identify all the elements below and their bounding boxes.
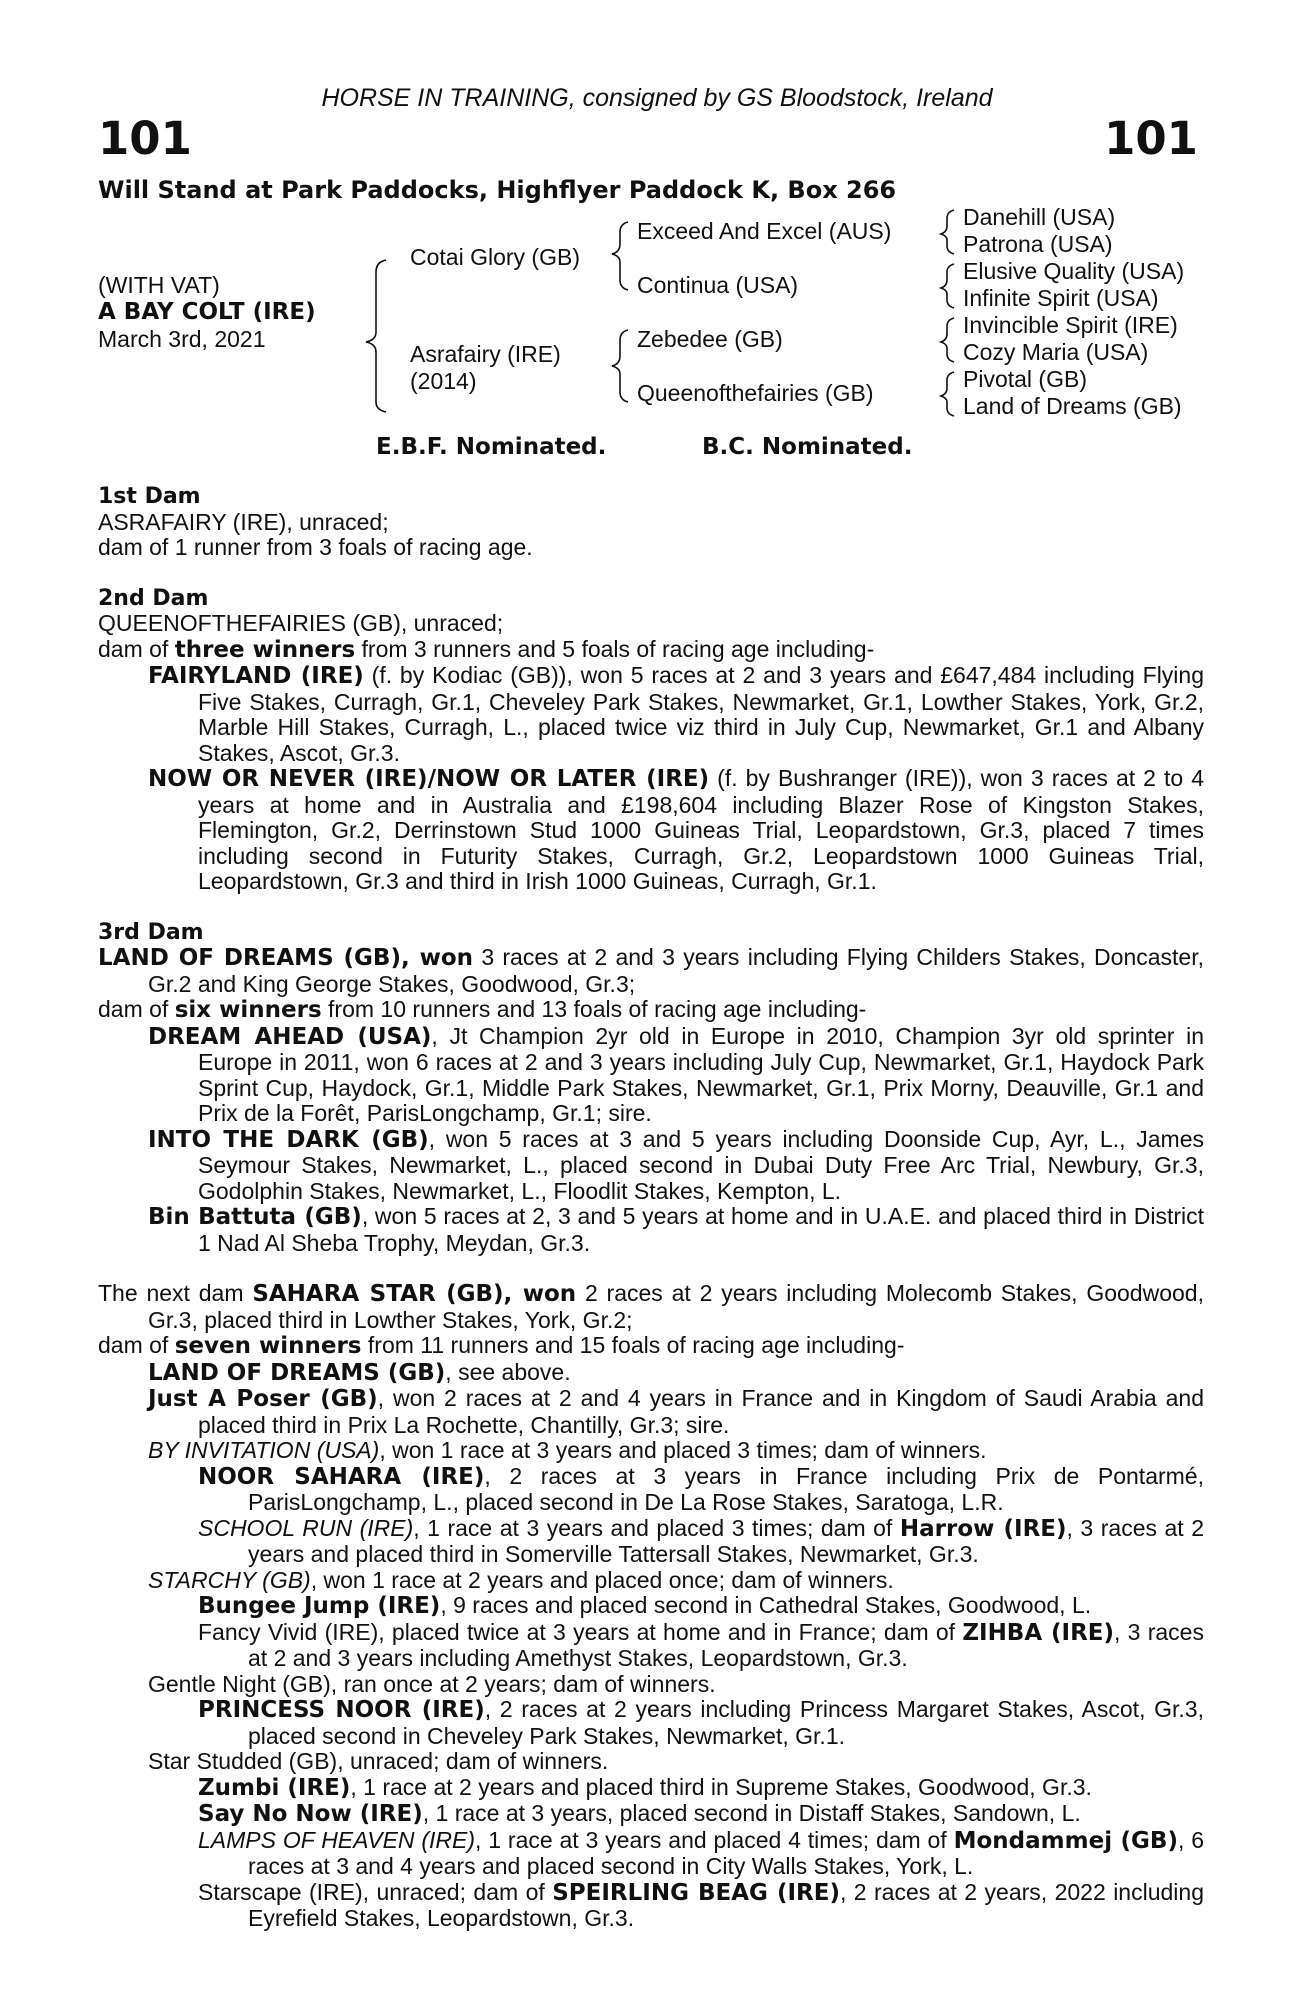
sire: Cotai Glory (GB) [410,244,580,270]
foaling-date: March 3rd, 2021 [98,326,266,352]
produce-princess-noor: PRINCESS NOOR (IRE), 2 races at 2 years including Princess Margaret Stakes, Ascot, Gr.3, placed second in Cheveley Park Stakes, Newmarket, Gr.1. [198,1696,1204,1749]
third-dam-title: 3rd Dam [98,919,204,945]
catalogue-body [98,484,1204,1932]
produce-bin-battuta: Bin Battuta (GB), won 5 races at 2, 3 and 5 years at home and in U.A.E. and placed third in District 1 Nad Al Sheba Trophy, Meydan, Gr.3. [148,1203,1204,1256]
produce-bungee-jump: Bungee Jump (IRE), 9 races and placed second in Cathedral Stakes, Goodwood, L. [198,1592,1092,1619]
second-dam-title: 2nd Dam [98,585,209,611]
ancestor-6: Cozy Maria (USA) [963,339,1149,365]
consignor-header: HORSE IN TRAINING, consigned by GS Bloodstock, Ireland [321,84,993,112]
ancestor-8: Land of Dreams (GB) [963,393,1182,419]
vat-label: (WITH VAT) [98,272,220,298]
produce-lamps-of-heaven: LAMPS OF HEAVEN (IRE), 1 race at 3 years and placed 4 times; dam of Mondammej (GB), 6 races at 3 and 4 years and placed second in City Walls Stakes, York, L. [198,1826,1205,1879]
produce-just-a-poser: Just A Poser (GB), won 2 races at 2 and 4 years in France and in Kingdom of Saudi Arabia and placed third in Prix La Rochette, Chantilly, Gr.3; sire. [148,1385,1204,1438]
produce-starchy: STARCHY (GB), won 1 race at 2 years and placed once; dam of winners. [148,1566,894,1593]
ancestor-7: Pivotal (GB) [963,366,1087,392]
first-dam-line-1: ASRAFAIRY (IRE), unraced; [98,508,389,535]
produce-star-studded: Star Studded (GB), unraced; dam of winners. [148,1748,609,1774]
produce-fancy-vivid: Fancy Vivid (IRE), placed twice at 3 years at home and in France; dam of ZIHBA (IRE), 3 races at 2 and 3 years including Amethyst Stakes, Leopardstown, Gr.3. [198,1618,1204,1671]
produce-gentle-night: Gentle Night (GB), ran once at 2 years; dam of winners. [148,1670,716,1697]
ancestor-4: Infinite Spirit (USA) [963,285,1159,311]
second-dam-line-2: dam of three winners from 3 runners and 5 foals of racing age including- [98,635,875,663]
next-dam-dam-of: dam of seven winners from 11 runners and 15 foals of racing age including- [98,1332,905,1359]
next-dam-line: The next dam SAHARA STAR (GB), won 2 races at 2 years including Molecomb Stakes, Goodwood, Gr.3, placed third in Lowther Stakes, York, Gr.2; [98,1280,1204,1333]
dam: Asrafairy (IRE) [410,341,561,367]
second-dam-line-1: QUEENOFTHEFAIRIES (GB), unraced; [98,610,504,636]
first-dam-line-2: dam of 1 runner from 3 foals of racing age. [98,534,533,560]
produce-fairyland: FAIRYLAND (IRE) (f. by Kodiac (GB)), won 5 races at 2 and 3 years and £647,484 including Flying Five Stakes, Curragh, Gr.1, Cheveley Park Stakes, Newmarket, Gr.1, Lowther Stakes, York, Gr.2, Marble Hill Stakes, Curragh, L., placed twice viz third in July Cup, Newmarket, Gr.1 and Albany Stakes, Ascot, Gr.3. [148,662,1204,766]
sire-dam: Continua (USA) [637,272,799,298]
produce-now-or-never: NOW OR NEVER (IRE)/NOW OR LATER (IRE) (f. by Bushranger (IRE)), won 3 races at 2 to 4 years at home and in Australia and £198,604 including Blazer Rose of Kingston Stakes, Flemington, Gr.2, Derrinstown Stud 1000 Guineas Trial, Leopardstown, Gr.3, placed 7 times including second in Futurity Stakes, Curragh, Gr.2, Leopardstown 1000 Guineas Trial, Leopardstown, Gr.3 and third in Irish 1000 Guineas, Curragh, Gr.1. [148,765,1205,894]
dam-dam: Queenofthefairies (GB) [637,380,874,406]
ebf-nomination: E.B.F. Nominated. [376,434,607,460]
ancestor-2: Patrona (USA) [963,231,1113,257]
produce-starscape: Starscape (IRE), unraced; dam of SPEIRLING BEAG (IRE), 2 races at 2 years, 2022 including Eyrefield Stakes, Leopardstown, Gr.3. [198,1878,1204,1931]
third-dam-line: LAND OF DREAMS (GB), won 3 races at 2 and 3 years including Flying Childers Stakes, Doncaster, Gr.2 and King George Stakes, Goodwood, Gr.3; [98,944,1205,997]
produce-land-of-dreams: LAND OF DREAMS (GB), see above. [148,1358,571,1386]
third-dam-dam-of: dam of six winners from 10 runners and 13 foals of racing age including- [98,996,867,1023]
ancestor-3: Elusive Quality (USA) [963,258,1185,284]
produce-into-the-dark: INTO THE DARK (GB), won 5 races at 3 and 5 years including Doonside Cup, Ayr, L., James Seymour Stakes, Newmarket, L., placed second in Dubai Duty Free Arc Trial, Newbury, Gr.3, Godolphin Stakes, Newmarket, L., Floodlit Stakes, Kempton, L. [148,1125,1204,1204]
ancestor-1: Danehill (USA) [963,204,1116,230]
first-dam-title: 1st Dam [98,484,201,509]
produce-say-no-now: Say No Now (IRE), 1 race at 3 years, placed second in Distaff Stakes, Sandown, L. [198,1800,1081,1827]
produce-dream-ahead: DREAM AHEAD (USA), Jt Champion 2yr old in Europe in 2010, Champion 3yr old sprinter in Europe in 2011, won 6 races at 2 and 3 years including July Cup, Newmarket, Gr.1, Haydock Park Sprint Cup, Haydock, Gr.1, Middle Park Stakes, Newmarket, Gr.1, Prix Morny, Deauville, Gr.1 and Prix de la Forêt, ParisLongchamp, Gr.1; sire. [148,1022,1204,1126]
stand-location: Will Stand at Park Paddocks, Highflyer Paddock K, Box 266 [98,176,897,204]
produce-by-invitation: BY INVITATION (USA), won 1 race at 3 years and placed 3 times; dam of winners. [148,1437,987,1463]
ancestor-5: Invincible Spirit (IRE) [963,312,1178,338]
sire-sire: Exceed And Excel (AUS) [637,218,892,244]
lot-number-right: 101 [1104,112,1198,165]
dam-year: (2014) [410,368,477,394]
dam-sire: Zebedee (GB) [637,326,783,352]
produce-noor-sahara: NOOR SAHARA (IRE), 2 races at 3 years in France including Prix de Pontarmé, ParisLongchamp, L., placed second in De La Rose Stakes, Saratoga, L.R. [198,1462,1204,1515]
produce-zumbi: Zumbi (IRE), 1 race at 2 years and placed third in Supreme Stakes, Goodwood, Gr.3. [198,1773,1092,1801]
bc-nomination: B.C. Nominated. [702,434,913,460]
horse-name: A BAY COLT (IRE) [98,299,316,325]
lot-number-left: 101 [98,112,192,165]
produce-school-run: SCHOOL RUN (IRE), 1 race at 3 years and placed 3 times; dam of Harrow (IRE), 3 races at 2 years and placed third in Somerville Tattersall Stakes, Newmarket, Gr.3. [198,1514,1204,1567]
